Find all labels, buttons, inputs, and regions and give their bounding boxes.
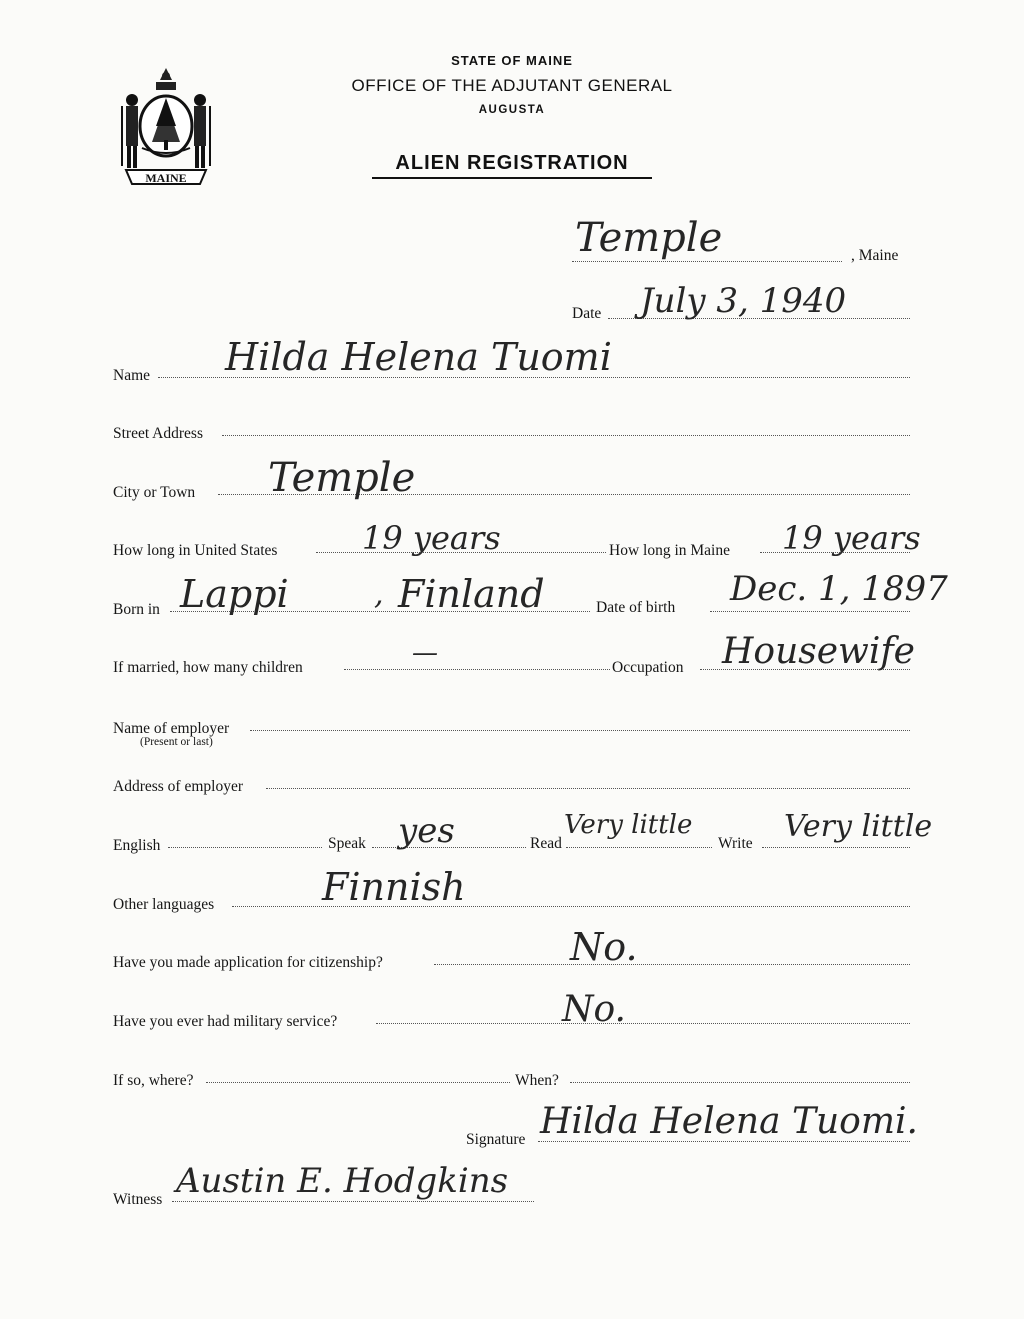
born-in-comma: , bbox=[374, 577, 384, 612]
employer-address-line bbox=[266, 788, 910, 789]
title-underline bbox=[372, 177, 652, 179]
read-line bbox=[566, 847, 712, 848]
date-of-birth-value: Dec. 1, 1897 bbox=[730, 569, 948, 609]
if-so-where-label: If so, where? bbox=[113, 1072, 194, 1089]
town-line bbox=[572, 261, 842, 262]
married-children-line bbox=[344, 669, 610, 670]
name-value: Hilda Helena Tuomi bbox=[225, 335, 612, 379]
witness-value: Austin E. Hodgkins bbox=[176, 1161, 509, 1201]
header-state: STATE OF MAINE bbox=[451, 53, 573, 68]
read-label: Read bbox=[530, 835, 562, 852]
city-or-town-value: Temple bbox=[268, 455, 416, 501]
how-long-maine-label: How long in Maine bbox=[609, 542, 730, 559]
town-value: Temple bbox=[575, 215, 723, 261]
read-value: Very little bbox=[564, 810, 693, 840]
citizenship-app-line bbox=[434, 964, 910, 965]
street-address-label: Street Address bbox=[113, 425, 203, 442]
name-label: Name bbox=[113, 367, 151, 384]
occupation-value: Housewife bbox=[722, 631, 915, 672]
signature-label: Signature bbox=[466, 1131, 526, 1148]
signature-value: Hilda Helena Tuomi. bbox=[540, 1101, 918, 1142]
born-in-place-value: Lappi bbox=[180, 572, 289, 616]
state-suffix-label: , Maine bbox=[851, 247, 899, 264]
how-long-us-value: 19 years bbox=[362, 519, 501, 557]
header-office: OFFICE OF THE ADJUTANT GENERAL bbox=[351, 76, 673, 95]
married-children-value: — bbox=[412, 638, 438, 668]
english-line bbox=[168, 847, 322, 848]
how-long-us-label: How long in United States bbox=[113, 542, 278, 559]
witness-line bbox=[172, 1201, 534, 1202]
speak-value: yes bbox=[398, 811, 455, 851]
born-in-label: Born in bbox=[113, 601, 160, 618]
military-service-line bbox=[376, 1023, 910, 1024]
if-so-where-line bbox=[206, 1082, 510, 1083]
header-city: AUGUSTA bbox=[478, 104, 546, 116]
when-label: When? bbox=[515, 1072, 559, 1089]
english-label: English bbox=[113, 837, 161, 854]
military-service-value: No. bbox=[562, 989, 626, 1030]
citizenship-app-label: Have you made application for citizenship? bbox=[113, 954, 383, 971]
how-long-maine-value: 19 years bbox=[782, 519, 921, 557]
born-in-country-value: Finland bbox=[398, 572, 545, 616]
when-line bbox=[570, 1082, 910, 1083]
married-children-label: If married, how many children bbox=[113, 659, 303, 676]
seal-text: MAINE bbox=[145, 171, 187, 185]
write-line bbox=[762, 847, 910, 848]
write-label: Write bbox=[718, 835, 753, 852]
employer-name-line bbox=[250, 730, 910, 731]
employer-name-note: (Present or last) bbox=[140, 736, 213, 748]
employer-name-label: Name of employer bbox=[113, 720, 230, 737]
other-languages-label: Other languages bbox=[113, 896, 215, 913]
citizenship-app-value: No. bbox=[570, 925, 638, 969]
occupation-label: Occupation bbox=[612, 659, 684, 676]
write-value: Very little bbox=[784, 809, 933, 844]
speak-label: Speak bbox=[328, 835, 366, 852]
date-value: July 3, 1940 bbox=[640, 281, 847, 321]
other-languages-value: Finnish bbox=[322, 865, 466, 909]
date-of-birth-line bbox=[710, 611, 910, 612]
military-service-label: Have you ever had military service? bbox=[113, 1013, 338, 1030]
city-or-town-label: City or Town bbox=[113, 484, 196, 501]
date-label: Date bbox=[572, 305, 602, 322]
employer-address-label: Address of employer bbox=[113, 778, 243, 795]
form-title: ALIEN REGISTRATION bbox=[395, 152, 629, 174]
witness-label: Witness bbox=[113, 1191, 163, 1208]
street-address-line bbox=[222, 435, 910, 436]
date-of-birth-label: Date of birth bbox=[596, 599, 676, 616]
